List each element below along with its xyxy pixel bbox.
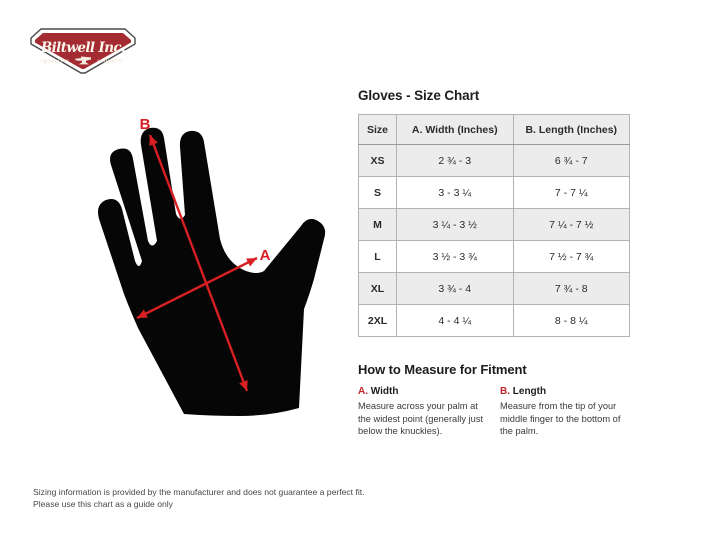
logo-tagline-left: "QUALITY" [40, 58, 70, 64]
size-chart-panel [358, 88, 632, 438]
hand-measurement-diagram [80, 98, 340, 436]
width-value: 2 ¾ - 3 [397, 145, 514, 177]
guide-description-width: Measure across your palm at the widest point (generally just below the knuckles). [358, 401, 484, 437]
guide-name-width: Width [370, 386, 399, 397]
length-value: 7 ½ - 7 ¾ [513, 241, 630, 273]
length-value: 7 ¼ - 7 ½ [513, 209, 630, 241]
column-header-size: Size [359, 115, 397, 145]
guide-label-length [500, 386, 632, 397]
measure-guide-length [500, 386, 632, 438]
label-b: B [139, 116, 151, 133]
label-a: A [259, 247, 271, 264]
guide-name-length: Length [512, 386, 547, 397]
size-value: S [359, 177, 397, 209]
table-row [359, 177, 630, 209]
size-chart-title: Gloves - Size Chart [358, 88, 480, 103]
disclaimer-line-2: Please use this chart as a guide only [33, 499, 173, 510]
disclaimer [33, 486, 365, 511]
length-value: 7 ¾ - 8 [513, 273, 630, 305]
table-header-row [359, 115, 630, 145]
logo-brand-text: Biltwell Inc. [40, 40, 126, 56]
guide-label-width [358, 386, 490, 397]
guide-letter-a: A. [358, 386, 368, 397]
size-value: L [359, 241, 397, 273]
column-header-length: B. Length (Inches) [513, 115, 630, 145]
logo-tagline-right: "COUNTS" [97, 58, 125, 64]
table-row [359, 305, 630, 337]
disclaimer-line-1: Sizing information is provided by the manufacturer and does not guarantee a perfect fit. [33, 487, 365, 497]
length-value: 6 ¾ - 7 [513, 145, 630, 177]
width-value: 3 ½ - 3 ¾ [397, 241, 514, 273]
measure-guide-title: How to Measure for Fitment [358, 362, 527, 377]
length-value: 7 - 7 ¼ [513, 177, 630, 209]
table-row [359, 145, 630, 177]
table-row [359, 209, 630, 241]
size-value: M [359, 209, 397, 241]
size-value: 2XL [359, 305, 397, 337]
width-value: 4 - 4 ¼ [397, 305, 514, 337]
width-value: 3 - 3 ¼ [397, 177, 514, 209]
measure-guide [358, 386, 632, 438]
column-header-width: A. Width (Inches) [397, 115, 514, 145]
hand-silhouette [98, 128, 325, 416]
size-chart-table [358, 114, 630, 337]
size-value: XL [359, 273, 397, 305]
width-value: 3 ¼ - 3 ½ [397, 209, 514, 241]
table-row [359, 241, 630, 273]
biltwell-logo [30, 28, 136, 76]
measure-guide-width [358, 386, 490, 438]
guide-description-length: Measure from the tip of your middle finger to the bottom of the palm. [500, 401, 621, 437]
length-value: 8 - 8 ¼ [513, 305, 630, 337]
guide-letter-b: B. [500, 386, 510, 397]
table-row [359, 273, 630, 305]
width-value: 3 ¾ - 4 [397, 273, 514, 305]
size-value: XS [359, 145, 397, 177]
